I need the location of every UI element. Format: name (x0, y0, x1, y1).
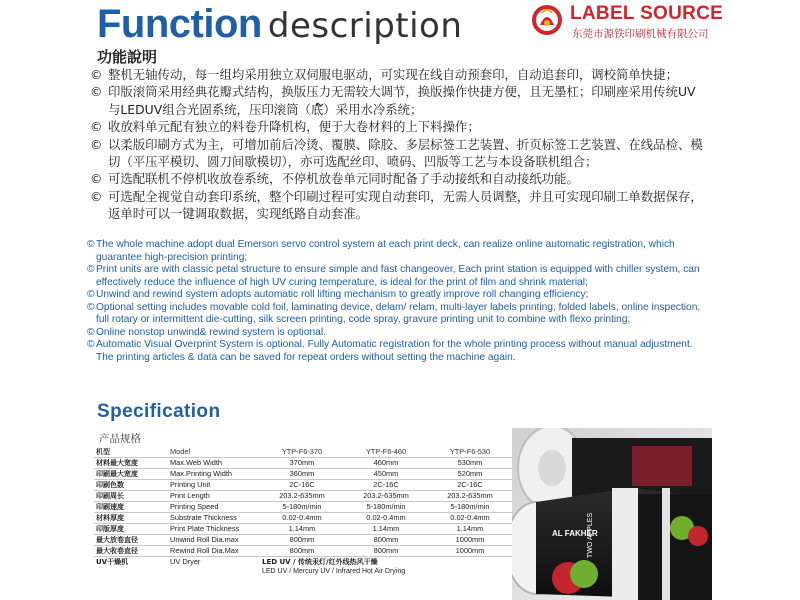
function-en-text: Online nonstop unwind& rewind system is optional. (96, 326, 326, 338)
function-en-item (88, 239, 712, 264)
label-brand-text: AL FAKHER (552, 529, 598, 538)
function-cn-text: 可选配联机不停机收放卷系统，不停机放卷单元同时配备了手动接纸和自动接纸功能。 (108, 171, 579, 187)
spec-value: 1000mm (428, 546, 512, 557)
spec-en-label: Unwind Roll Dia.max (168, 535, 260, 546)
spec-value: 0.02-0.4mm (260, 513, 344, 524)
spec-value: 520mm (428, 469, 512, 480)
table-row (94, 546, 512, 557)
function-cn-text: 印版滚筒采用经典花瓣式结构，换版压力无需较大调节，换版操作快捷方便，且无墨杠；印刷座采用传统UV与LEDUV组合光固系统，压印滚筒（底໌）采用水冷系统； (108, 84, 696, 117)
spec-value: 1000mm (428, 535, 512, 546)
label-flavor-text: TWO APPLES (587, 512, 594, 558)
spec-value: 450mm (344, 469, 428, 480)
table-row-dryer (94, 557, 512, 578)
function-en-text: Automatic Visual Overprint System is optional. Fully Automatic registration for the whole printing process without manual adjustment. The printing articles & data can be saved for repeat orders without setting the machine again. (96, 339, 693, 363)
function-en-item (88, 339, 712, 364)
function-cn-item (88, 170, 703, 187)
spec-en-label: Substrate Thickness (168, 513, 260, 524)
spec-en-label: Printing Unit (168, 480, 260, 491)
spec-value: 2C-16C (260, 480, 344, 491)
function-en-item (88, 327, 712, 340)
function-cn-text: 收放料单元配有独立的料卷升降机构，便于大卷材料的上下料操作； (108, 119, 480, 135)
spec-value: 800mm (260, 546, 344, 557)
copyright-icon: © (87, 289, 95, 300)
spec-value: 5-180m/min (344, 502, 428, 513)
spec-value: 2C-16C (344, 480, 428, 491)
spec-value: 460mm (344, 458, 428, 469)
company-logo (530, 3, 730, 43)
spec-value: 203.2-635mm (260, 491, 344, 502)
dryer-value-cell (260, 557, 512, 578)
spec-value: 1.14mm (260, 524, 344, 535)
function-en-text: Unwind and rewind system adopts automatic roll lifting mechanism to greatly improve roll changing efficiency; (96, 289, 589, 300)
function-en-item (88, 302, 712, 327)
spec-cn-label: 材料最大宽度 (94, 458, 168, 469)
function-cn-item (88, 188, 703, 223)
table-row (94, 524, 512, 535)
page-title (97, 2, 462, 47)
table-row (94, 469, 512, 480)
spec-cn-label: 最大放卷直径 (94, 535, 168, 546)
function-cn-item (88, 66, 703, 83)
spec-cn-label: 印版厚度 (94, 524, 168, 535)
spec-value: 370mm (260, 458, 344, 469)
table-row (94, 480, 512, 491)
spec-cn-label: 印刷周长 (94, 491, 168, 502)
spec-cn-label: 印刷色数 (94, 480, 168, 491)
title-light: description (267, 6, 463, 46)
spec-value: 800mm (344, 546, 428, 557)
copyright-icon: © (87, 326, 95, 338)
function-en-list (88, 239, 712, 364)
copyright-icon: © (90, 188, 103, 204)
dryer-value-en: LED UV / Mercury UV / Infrared Hot Air Drying (262, 568, 406, 576)
spec-cn-label: 机型 (94, 447, 168, 458)
logo-name: LABEL SOURCE (570, 3, 724, 24)
copyright-icon: © (90, 119, 103, 135)
label-rolls-image (512, 428, 712, 600)
copyright-icon: © (90, 84, 103, 100)
function-en-item (88, 264, 712, 289)
function-cn-item (88, 118, 703, 135)
function-en-text: Print units are with classic petal structure to ensure simple and fast changeover, Each print station is equipped with chiller system, can effectively reduce the influence of high UV curing temperature, is ideal for the print of film and shrink material; (96, 264, 700, 288)
specification-title: Specification (97, 401, 221, 422)
spec-en-label: Max.Web Width (168, 458, 260, 469)
function-cn-heading: 功能說明 (97, 48, 158, 66)
spec-value: 2C-16C (428, 480, 512, 491)
table-row (94, 502, 512, 513)
function-cn-list (88, 66, 703, 223)
function-en-item (88, 289, 712, 302)
spec-value: 203.2-635mm (344, 491, 428, 502)
specification-table (94, 447, 512, 577)
specification-subtitle: 产品规格 (99, 433, 141, 445)
logo-subtitle: 东莞市源铁印刷机械有限公司 (572, 28, 709, 40)
function-cn-text: 可选配全视觉自动套印系统，整个印刷过程可实现自动套印，无需人员调整，并且可实现印刷工单数据保存，返单时可以一键调取数据，实现纸路自动套准。 (108, 188, 703, 222)
spec-value: 800mm (260, 535, 344, 546)
copyright-icon: © (87, 339, 95, 350)
copyright-icon: © (87, 239, 95, 250)
function-en-text: The whole machine adopt dual Emerson servo control system at each print deck, can realize online automatic registration, which guarantee high-precision printing; (96, 239, 675, 263)
spec-en-label: Max.Printing Width (168, 469, 260, 480)
spec-value: 0.02-0.4mm (428, 513, 512, 524)
copyright-icon: © (90, 67, 103, 82)
table-row (94, 458, 512, 469)
copyright-icon: © (87, 264, 95, 275)
function-cn-item (88, 83, 703, 118)
table-row (94, 513, 512, 524)
spec-cn-label: 最大收卷直径 (94, 546, 168, 557)
spec-en-label: Printing Speed (168, 502, 260, 513)
spec-en-label: Print Plate Thickness (168, 524, 260, 535)
spec-value: 203.2-635mm (428, 491, 512, 502)
spec-value: 1.14mm (344, 524, 428, 535)
spec-en-label: UV Dryer (170, 557, 201, 567)
table-header-row (94, 447, 512, 458)
spec-value: 360mm (260, 469, 344, 480)
title-bold: Function (97, 2, 262, 46)
spec-value: 800mm (344, 535, 428, 546)
spec-value: 530mm (428, 458, 512, 469)
function-cn-text: 整机无轴传动，每一组均采用独立双伺服电驱动，可实现在线自动预套印，自动追套印，调校简单快捷； (108, 67, 678, 82)
spec-value: 5-180m/min (428, 502, 512, 513)
model-name: YTP-F6-370 (260, 447, 344, 458)
spec-cn-label: 印刷最大宽度 (94, 469, 168, 480)
table-row (94, 535, 512, 546)
function-cn-item (88, 136, 703, 171)
spec-value: 1.14mm (428, 524, 512, 535)
spec-cn-label: 材料厚度 (94, 513, 168, 524)
function-en-text: Optional setting includes movable cold foil, laminating device, delam/ relam, multi-layer labels printing, folded labels, online inspection, full rotary or intermittent die-cutting, silk screen printing, code spray, gravure printing unit to combine with flexo printing; (96, 301, 701, 325)
label-source-emblem-icon (530, 3, 564, 37)
model-name: YTP-F6-530 (428, 447, 512, 458)
copyright-icon: © (87, 301, 95, 313)
spec-en-label: Model (168, 447, 260, 458)
spec-cn-label: UV干燥机 (96, 558, 129, 567)
product-photo (512, 428, 712, 600)
copyright-icon: © (90, 136, 103, 152)
copyright-icon: © (90, 171, 103, 187)
model-name: YTP-F6-460 (344, 447, 428, 458)
function-cn-text: 以柔版印刷方式为主，可增加前后冷烫、覆膜、除胶、多层标签工艺装置、折页标签工艺装置、在线品检、模切（平压平模切、圆刀间歇模切），亦可选配丝印、喷码、凹版等工艺与本设备联机组合； (108, 136, 703, 170)
table-row (94, 491, 512, 502)
spec-en-label: Rewind Roll Dia.Max (168, 546, 260, 557)
dryer-value-cn: LED UV / 传统汞灯/红外线热风干燥 (262, 558, 378, 567)
spec-value: 5-180m/min (260, 502, 344, 513)
spec-cn-label: 印刷速度 (94, 502, 168, 513)
spec-value: 0.02-0.4mm (344, 513, 428, 524)
spec-en-label: Print Length (168, 491, 260, 502)
